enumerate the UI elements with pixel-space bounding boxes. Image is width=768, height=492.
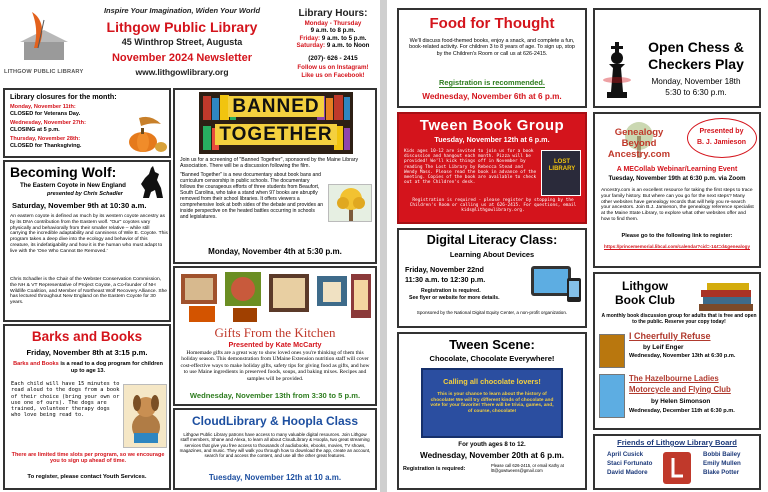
- cloud-title: CloudLibrary & Hoopla Class: [191, 414, 359, 428]
- food-when: Wednesday, November 6th at 6 p.m.: [422, 92, 562, 101]
- bookclub-title-2: Book Club: [615, 293, 675, 307]
- presenter-oval: [687, 118, 757, 158]
- book-cover-title: LOST LIBRARY: [548, 159, 576, 173]
- hours-time: 9 a.m. to 8 p.m.: [310, 27, 356, 34]
- book-club-box: [593, 272, 761, 430]
- genealogy-box: [593, 112, 761, 268]
- digital-registration: Registration is required.: [421, 288, 481, 294]
- food-thought-box: [397, 8, 587, 108]
- cloud-when: Tuesday, November 12th at 10 a.m.: [208, 473, 342, 482]
- closure-date: Monday, November 11th:: [10, 104, 76, 110]
- food-registration: Registration is recommended.: [439, 78, 545, 87]
- logo-text-1: Genealogy: [614, 127, 664, 138]
- dog-reading-illustration: [123, 384, 167, 448]
- library-logo: [8, 8, 74, 66]
- board-member: Staci Fortunato: [607, 460, 653, 467]
- chess-pieces-icon: [599, 18, 635, 102]
- digital-when-date: Friday, November 22nd: [405, 265, 484, 274]
- wolf-subtitle: The Eastern Coyote in New England: [20, 182, 126, 189]
- barks-register: To register, please contact Youth Services.: [27, 474, 147, 480]
- tween-book-registration: Registration is required - please register by stopping by the Children's Room or calling us at 626-2415. For questions, email kids@lithgowlibrary.org.: [409, 198, 577, 214]
- header: [2, 2, 378, 88]
- genealogy-registration-link[interactable]: https://princememorial.libcal.com/calendar?cid=-1&t=d&genealogy: [603, 244, 751, 249]
- facebook-link[interactable]: Like us on Facebook!: [301, 72, 365, 79]
- tween-scene-subtitle: Chocolate, Chocolate Everywhere!: [429, 354, 555, 363]
- barks-intro: Barks and Books is a read to a dog program for children up to age 13.: [13, 361, 163, 374]
- logo-text-2: Beyond: [621, 138, 657, 149]
- instagram-link[interactable]: Follow us on Instagram!: [297, 64, 369, 71]
- tween-scene-reg-detail: Please call 626-2415, or email Kathy at ltt@gowtweens@gmail.com: [491, 463, 564, 473]
- tween-book-when: Tuesday, November 12th at 6 p.m.: [434, 135, 550, 144]
- friends-title: Friends of Lithgow Library Board: [617, 438, 737, 447]
- library-address: 45 Winthrop Street, Augusta: [121, 37, 243, 47]
- cloudlibrary-box: [173, 408, 377, 490]
- barks-warning: There are limited time slots per program, so we encourage you to sign up ahead of time.: [11, 452, 165, 465]
- logo-text-3: Ancestry.com: [607, 149, 671, 160]
- barks-title: Barks and Books: [31, 329, 143, 344]
- bookclub-book2-when: Wednesday, December 11th at 6:30 p.m.: [629, 408, 735, 414]
- board-member: Blake Potter: [703, 469, 740, 476]
- phone-number: (207)- 626 - 2415: [308, 55, 358, 62]
- callout-body: This is your chance to learn about the history of chocolate! We will try different kinds of chocolate and vote for your favorite! There will be trivia, games, and, of course, chocolate!: [430, 392, 554, 414]
- newsletter-title: November 2024 Newsletter: [111, 52, 252, 64]
- callout-title: Calling all chocolate lovers!: [443, 377, 541, 386]
- board-member: Bobbi Bailey: [703, 451, 741, 458]
- genealogy-link-label: Please go to the following link to register:: [621, 233, 733, 239]
- book1-cover: [599, 334, 625, 368]
- banned-when: Monday, November 4th at 5:30 p.m.: [208, 247, 342, 256]
- bookclub-description: A monthly book discussion group for adults that is free and open to the public. Reserve your copy today!: [601, 313, 757, 325]
- presented-by: Presented by: [699, 128, 744, 135]
- tablet-device-icon: [527, 264, 583, 304]
- tree-illustration: [328, 184, 372, 222]
- digital-subtitle: Learning About Devices: [449, 250, 535, 259]
- closures-box: [3, 88, 171, 158]
- digital-literacy-box: [397, 228, 587, 328]
- genealogy-body: Ancestry.com is an excellent resource for taking the first steps to trace your family history. But where can you go for the next steps? Many other websites have genealogy records that will help you re-search your ancestors. Join B.J. Jamieson, the genealogy reference specialist at the Maine State Library, to explore what other websites offer and how to find them.: [601, 188, 754, 222]
- closure-note: CLOSED for Veterans Day.: [10, 111, 81, 117]
- wolf-presenter: presented by Chris Schadler: [47, 191, 123, 197]
- bookclub-book1-title: I Cheerfully Refuse: [629, 331, 711, 341]
- logo-label: LITHGOW PUBLIC LIBRARY: [4, 69, 84, 75]
- tween-scene-ages: For youth ages 8 to 12.: [458, 441, 526, 448]
- tween-book-title: Tween Book Group: [419, 117, 565, 134]
- wolf-body: An eastern coyote is defined as much by its western coyote ancestry as by its DNA contribution from the Eastern wolf. "Our" coyotes vary physically and behaviorally from their smaller relative – while still carrying the incredible adaptability and canniness of Wile E. Coyote. This program takes a deep dive into the ecology and behavior of this creature, its indefatigability and how it is the human who must adapt to live with the 'One Who Cannot Be Removed.': [10, 214, 168, 254]
- barks-body: Each child will have 15 minutes to read aloud to the dogs from a book of their choice (bring your own or use one of ours). The dogs are trained, volunteer therapy dogs who love being read to.: [11, 381, 120, 419]
- banned-together-poster: [199, 92, 353, 154]
- friends-logo: [663, 452, 691, 484]
- wolf-bio: Chris Schadler is the Chair of the Webster Conservation Commission, the NH & VT Representative of Project Coyote, a Co-founder of NH Wildlife Coalition, and Member of Northeast Wolf Recovery Alliance. She has lectured throughout New England on the Eastern Coyote for 30 years.: [10, 277, 168, 306]
- banned-together-box: [173, 88, 377, 264]
- tagline: Inspire Your Imagination, Widen Your World: [103, 6, 261, 15]
- board-member: Emily Mullen: [703, 460, 741, 467]
- coyote-silhouette-icon: [133, 164, 169, 200]
- gifts-presenter: Presented by Kate McCarty: [228, 340, 322, 349]
- chess-box: [593, 8, 761, 108]
- chess-when-time: 5:30 to 6:30 p.m.: [665, 88, 727, 97]
- library-website[interactable]: www.lithgowlibrary.org: [135, 67, 229, 77]
- book-stack-illustration: [693, 278, 759, 314]
- closure-date: Thursday, November 28th:: [10, 136, 81, 142]
- genealogy-when: Tuesday, November 19th at 6:30 p.m. via Zoom: [608, 175, 746, 182]
- gifts-when: Wednesday, November 13th from 3:30 to 5 p.m.: [189, 391, 361, 400]
- banned-title-1: BANNED: [199, 97, 353, 118]
- becoming-wolf-box: [3, 160, 171, 322]
- closure-note: CLOSING at 5 p.m.: [10, 127, 60, 133]
- barks-when: Friday, November 8th at 3:15 p.m.: [26, 348, 148, 357]
- digital-title: Digital Literacy Class:: [426, 233, 558, 247]
- gifts-photo-collage: [177, 270, 373, 324]
- genealogy-presenter: B. J. Jamieson: [696, 139, 747, 146]
- wolf-title: Becoming Wolf:: [10, 164, 117, 180]
- chess-when-date: Monday, November 18th: [651, 77, 741, 86]
- friends-board-box: [593, 434, 761, 490]
- board-member: David Madore: [607, 469, 648, 476]
- banned-title-2: TOGETHER: [199, 125, 353, 146]
- tween-book-body: Kids ages 10-12 are invited to join us for a book discussion and hangout each month. Pizza will be provided! We'll kick things off in November by reading The Lost Library by Rebecca Stead and Wendy Mass. Please read the book in advance of the meeting. Copies of the book are available to check out at the Children's desk.: [404, 149, 537, 186]
- bookclub-book2-author: by Helen Simonson: [651, 398, 711, 405]
- pumpkin-icon: [121, 114, 169, 154]
- bookclub-book1-when: Wednesday, November 13th at 6:30 p.m.: [629, 353, 736, 359]
- digital-when-time: 11:30 a.m. to 12:30 p.m.: [405, 275, 486, 284]
- digital-sponsor: Sponsored by the National Digital Equity Center, a non-profit organization.: [416, 310, 568, 315]
- hours-day: Monday - Thursday: [304, 20, 362, 27]
- page-gutter: [380, 0, 387, 492]
- lost-library-book-cover: [541, 150, 581, 196]
- barks-books-box: [3, 324, 171, 490]
- wolf-when: Saturday, November 9th at 10:30 a.m.: [12, 201, 147, 210]
- banned-description: "Banned Together" is a new documentary about book bans and curriculum censorship in public schools. The documentary follows the courageous efforts of three students from Beaufort, South Carolina, who take a stand when 97 books are abruptly removed from their school libraries. It offers viewers a comprehensive look at both sides of the debate and provides an inside perspective on the heated battles occurring in schools and legislatures.: [180, 172, 324, 220]
- hours-line: Saturday: 9 a.m. to Noon: [296, 42, 370, 49]
- newsletter-page-left: [0, 0, 380, 492]
- chess-title-1: Open Chess &: [648, 39, 744, 55]
- library-name: Lithgow Public Library: [106, 19, 258, 35]
- cloud-body: Lithgow Public Library patrons have access to many valuable digital resources. Join Lithgow staff members, Shane and Alexa, to learn all about CloudLibrary & Hoopla, two great streaming services that give you free access to thousands of audiobooks, ebooks, movies, TV shows, magazines, and music. They will walk you through how to download the app, create an account, search for and access the content, and use all the other great features.: [179, 432, 371, 459]
- tween-scene-title: Tween Scene:: [449, 337, 535, 352]
- chess-title-2: Checkers Play: [648, 56, 744, 72]
- book2-cover: [599, 374, 625, 418]
- tween-scene-when: Wednesday, November 20th at 6 p.m.: [420, 451, 564, 460]
- board-member: April Cusick: [607, 451, 644, 458]
- hours-title: Library Hours:: [298, 8, 368, 19]
- food-body: We'll discuss food-themed books, enjoy a snack, and complete a fun, book-related activity. For children 3 to 8 years of age. To sign up, stop by the Children's Room or call us at 626-2415.: [409, 38, 575, 57]
- chocolate-callout: [421, 368, 563, 438]
- newsletter-page-right: [387, 0, 768, 492]
- closure-date: Wednesday, November 27th:: [10, 120, 86, 126]
- tween-scene-reg-label: Registration is required:: [403, 466, 466, 472]
- bookclub-book2-title-2: Motorcycle and Flying Club: [629, 385, 731, 394]
- food-title: Food for Thought: [429, 15, 555, 32]
- closures-title: Library closures for the month:: [10, 92, 117, 101]
- gifts-title: Gifts From the Kitchen: [214, 325, 336, 340]
- closure-note: CLOSED for Thanksgiving.: [10, 143, 82, 149]
- hours-line: Friday: 9 a.m. to 5 p.m.: [299, 35, 367, 42]
- gifts-kitchen-box: [173, 266, 377, 406]
- digital-flyer-note: See flyer or website for more details.: [409, 295, 500, 301]
- gifts-body: Homemade gifts are a great way to show loved ones you're thinking of them this holiday season. This demonstration from UMaine Extension nutrition staff will cover cost-effective ways to make holiday gifts, safety tips for giving food as gifts, and how to use Maine ingredients in preserved foods, soups, and baking mixes. Recipes and samples will be provided.: [180, 350, 370, 382]
- bookclub-book2-title-1: The Hazelbourne Ladies: [629, 374, 719, 383]
- genealogy-logo: [599, 120, 679, 162]
- tween-scene-box: [397, 332, 587, 490]
- genealogy-title: A MECollab Webinar/Learning Event: [616, 166, 738, 173]
- tween-book-group-box: [397, 112, 587, 224]
- banned-intro: Join us for a screening of "Banned Together", sponsored by the Maine Library Association. There will be a discussion following the film.: [180, 157, 359, 170]
- bookclub-title-1: Lithgow: [622, 279, 668, 293]
- bookclub-book1-author: by Leif Enger: [643, 344, 684, 351]
